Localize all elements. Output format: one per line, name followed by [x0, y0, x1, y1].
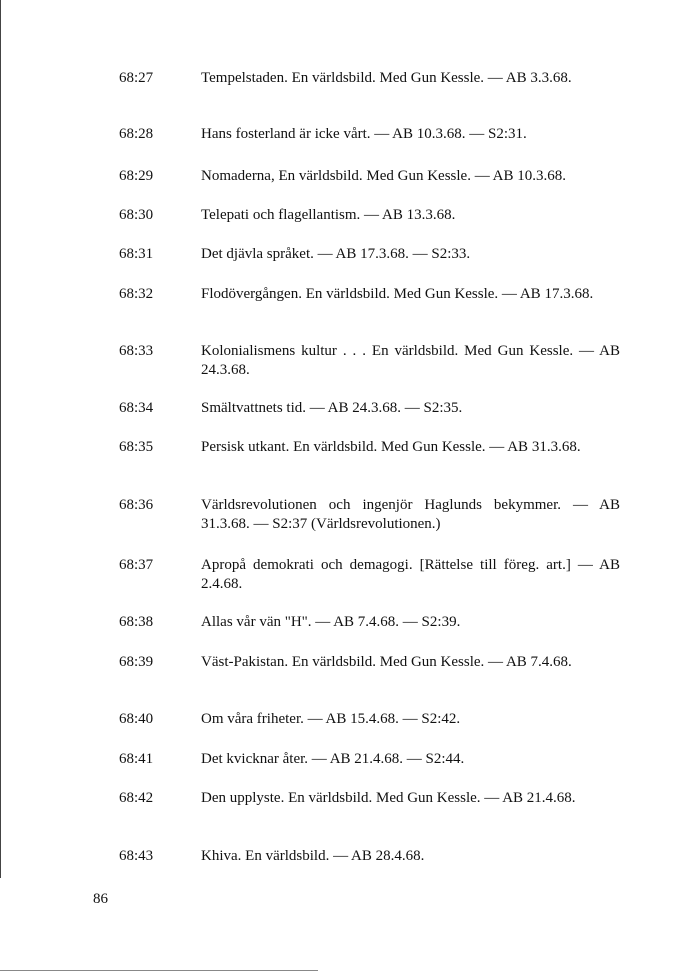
entry-text: Världsrevolutionen och ingenjör Haglunds bekymmer. — AB 31.3.68. — S2:37 (Världsrevolutionen.) [201, 497, 620, 532]
entry-number: 68:27 [119, 70, 154, 86]
entry-text: Nomaderna, En världsbild. Med Gun Kessle. — AB 10.3.68. [201, 168, 566, 184]
entry-text: Om våra friheter. — AB 15.4.68. — S2:42. [201, 711, 461, 727]
entry-number: 68:33 [119, 343, 154, 359]
entry-text: Kolonialismens kultur . . . En världsbild. Med Gun Kessle. — AB 24.3.68. [201, 343, 620, 378]
entry-number: 68:32 [119, 286, 154, 302]
entry-text: Allas vår vän "H". — AB 7.4.68. — S2:39. [201, 614, 461, 630]
entry-text: Den upplyste. En världsbild. Med Gun Kessle. — AB 21.4.68. [201, 790, 576, 806]
bottom-rule [0, 970, 318, 971]
entry-number: 68:36 [119, 497, 154, 513]
entry-text: Persisk utkant. En världsbild. Med Gun Kessle. — AB 31.3.68. [201, 439, 581, 455]
entry-number: 68:42 [119, 790, 154, 806]
entry-text: Det djävla språket. — AB 17.3.68. — S2:33. [201, 246, 471, 262]
entry-text: Smältvattnets tid. — AB 24.3.68. — S2:35. [201, 400, 463, 416]
entry-number: 68:34 [119, 400, 154, 416]
entry-number: 68:31 [119, 246, 154, 262]
entry-text: Hans fosterland är icke vårt. — AB 10.3.68. — S2:31. [201, 126, 527, 142]
left-margin-rule [0, 0, 1, 878]
entry-text: Telepati och flagellantism. — AB 13.3.68. [201, 207, 456, 223]
entry-text: Väst-Pakistan. En världsbild. Med Gun Kessle. — AB 7.4.68. [201, 654, 572, 670]
entry-text: Khiva. En världsbild. — AB 28.4.68. [201, 848, 425, 864]
entry-number: 68:40 [119, 711, 154, 727]
entry-number: 68:38 [119, 614, 154, 630]
entry-text: Det kvicknar åter. — AB 21.4.68. — S2:44. [201, 751, 465, 767]
entry-text: Tempelstaden. En världsbild. Med Gun Kessle. — AB 3.3.68. [201, 70, 572, 86]
entry-number: 68:28 [119, 126, 154, 142]
entry-number: 68:41 [119, 751, 154, 767]
entry-number: 68:37 [119, 557, 154, 573]
entry-text: Flodövergången. En världsbild. Med Gun Kessle. — AB 17.3.68. [201, 286, 594, 302]
entry-number: 68:30 [119, 207, 154, 223]
entry-number: 68:35 [119, 439, 154, 455]
page-number: 86 [93, 891, 108, 907]
entry-number: 68:29 [119, 168, 154, 184]
entry-number: 68:43 [119, 848, 154, 864]
entry-number: 68:39 [119, 654, 154, 670]
entry-text: Apropå demokrati och demagogi. [Rättelse till föreg. art.] — AB 2.4.68. [201, 557, 620, 592]
